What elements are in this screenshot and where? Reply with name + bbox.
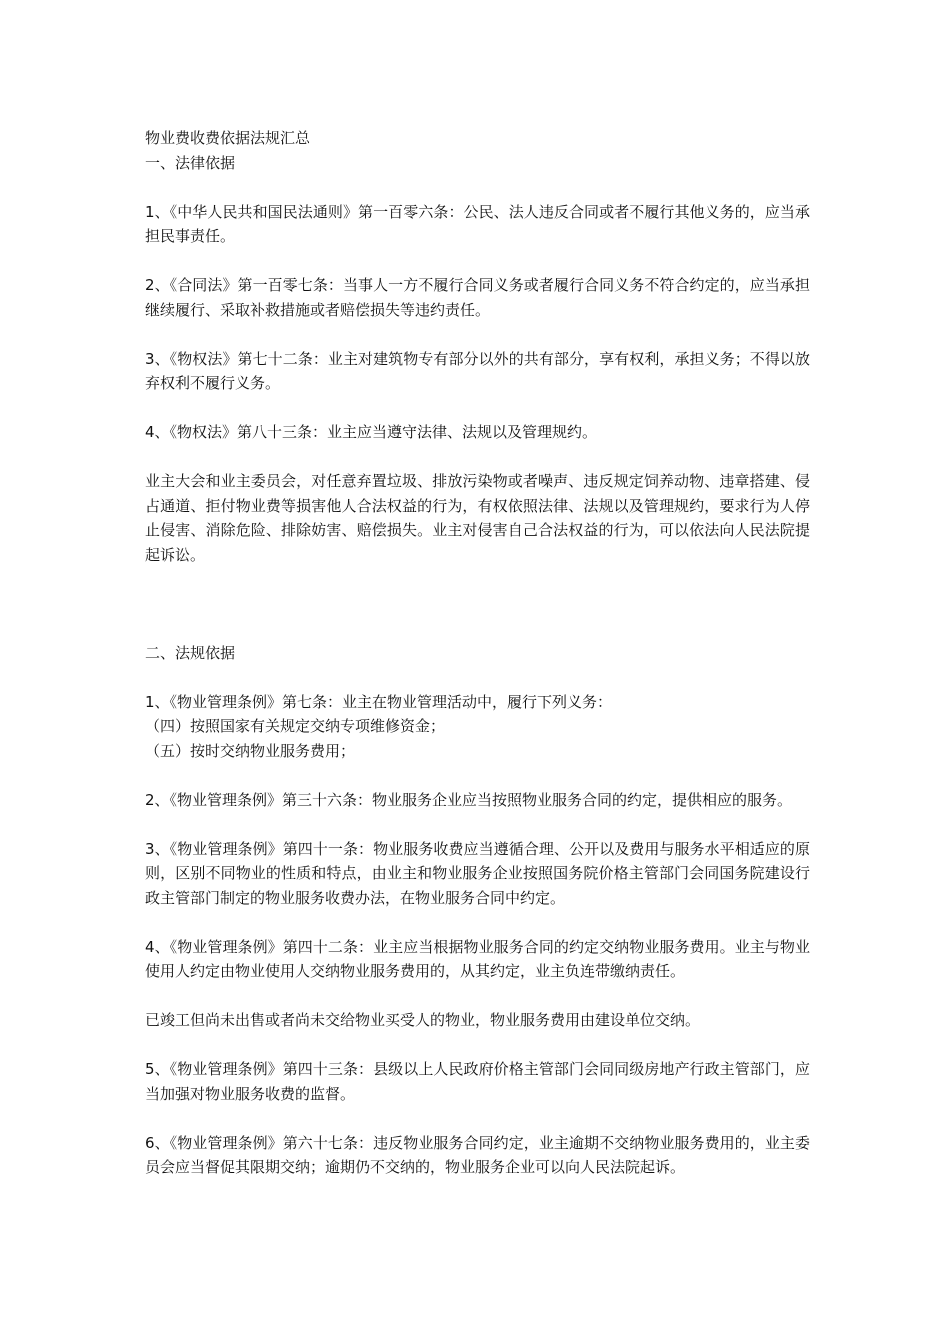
- paragraph: 5、《物业管理条例》第四十三条：县级以上人民政府价格主管部门会同同级房地产行政主管部门，应当加强对物业服务收费的监督。: [145, 1060, 810, 1103]
- section-heading-regulation: 二、法规依据: [145, 643, 236, 662]
- paragraph: 2、《物业管理条例》第三十六条：物业服务企业应当按照物业服务合同的约定，提供相应的服务。: [145, 790, 793, 809]
- paragraph: 3、《物业管理条例》第四十一条：物业服务收费应当遵循合理、公开以及费用与服务水平相适应的原则，区别不同物业的性质和特点，由业主和物业服务企业按照国务院价格主管部门会同国务院建设行政主管部门制定的物业服务收费办法，在物业服务合同中约定。: [145, 839, 810, 907]
- document-title: 物业费收费依据法规汇总: [145, 129, 311, 147]
- paragraph: 4、《物业管理条例》第四十二条：业主应当根据物业服务合同的约定交纳物业服务费用。业主与物业使用人约定由物业使用人交纳物业服务费用的，从其约定，业主负连带缴纳责任。: [145, 937, 810, 980]
- section-heading-law: 一、法律依据: [145, 153, 236, 172]
- paragraph: 1、《物业管理条例》第七条：业主在物业管理活动中，履行下列义务：: [145, 692, 613, 711]
- document-body: [145, 126, 810, 1180]
- paragraph: 6、《物业管理条例》第六十七条：违反物业服务合同约定，业主逾期不交纳物业服务费用的，业主委员会应当督促其限期交纳；逾期仍不交纳的，物业服务企业可以向人民法院起诉。: [145, 1133, 810, 1176]
- sub-item: （四）按照国家有关规定交纳专项维修资金；: [145, 717, 446, 735]
- paragraph: 1、《中华人民共和国民法通则》第一百零六条：公民、法人违反合同或者不履行其他义务的，应当承担民事责任。: [145, 202, 810, 245]
- sub-item: （五）按时交纳物业服务费用；: [145, 741, 356, 760]
- paragraph: 2、《合同法》第一百零七条：当事人一方不履行合同义务或者履行合同义务不符合约定的，应当承担继续履行、采取补救措施或者赔偿损失等违约责任。: [145, 276, 810, 319]
- paragraph: 已竣工但尚未出售或者尚未交给物业买受人的物业，物业服务费用由建设单位交纳。: [145, 1011, 701, 1029]
- paragraph: 3、《物权法》第七十二条：业主对建筑物专有部分以外的共有部分，享有权利，承担义务；不得以放弃权利不履行义务。: [145, 349, 810, 392]
- paragraph: 4、《物权法》第八十三条：业主应当遵守法律、法规以及管理规约。: [145, 423, 598, 441]
- paragraph: 业主大会和业主委员会，对任意弃置垃圾、排放污染物或者噪声、违反规定饲养动物、违章搭建、侵占通道、拒付物业费等损害他人合法权益的行为，有权依照法律、法规以及管理规约，要求行为人停止侵害、消除危险、排除妨害、赔偿损失。业主对侵害自己合法权益的行为，可以依法向人民法院提起诉讼。: [145, 472, 810, 564]
